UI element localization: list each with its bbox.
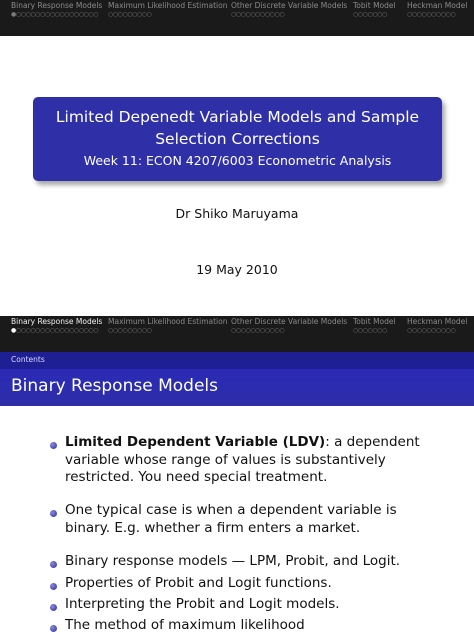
list-item: Limited Dependent Variable (LDV): a dependent variable whose range of values is substantively restricted. You need special treatment. — [65, 434, 420, 485]
nav-section-tobit-model[interactable]: Tobit Model — [353, 1, 396, 10]
nav-dots-binary-response-models[interactable]: ●○○○○○○○○○○○○○○○○○ — [11, 11, 99, 18]
list-item: The method of maximum likelihood — [65, 617, 305, 632]
nav-dots-heckman-model[interactable]: ○○○○○○○○○○ — [407, 327, 456, 334]
bullet-icon — [50, 510, 57, 517]
context-label[interactable]: Contents — [11, 355, 45, 364]
nav-dots-maximum-likelihood[interactable]: ○○○○○○○○○ — [108, 327, 152, 334]
binary-response-models-slide — [0, 316, 474, 632]
section-navigation-bar — [0, 0, 474, 36]
author-name: Dr Shiko Maruyama — [175, 206, 299, 221]
nav-dots-heckman-model[interactable]: ○○○○○○○○○○ — [407, 11, 456, 18]
bullet-icon — [50, 442, 57, 449]
list-item: Binary response models — LPM, Probit, and Logit. — [65, 553, 401, 569]
section-navigation-bar — [0, 316, 474, 352]
bullet-icon — [50, 625, 57, 632]
nav-section-binary-response-models[interactable]: Binary Response Models — [11, 1, 103, 10]
frame-title-bar — [0, 369, 474, 406]
frame-title: Binary Response Models — [11, 376, 218, 396]
nav-section-maximum-likelihood[interactable]: Maximum Likelihood Estimation — [108, 317, 228, 326]
nav-dots-maximum-likelihood[interactable]: ○○○○○○○○○ — [108, 11, 152, 18]
title-block — [33, 97, 442, 181]
nav-dots-other-discrete-models[interactable]: ○○○○○○○○○○○ — [231, 327, 285, 334]
current-frame-dot[interactable]: ● — [11, 327, 16, 334]
nav-section-maximum-likelihood[interactable]: Maximum Likelihood Estimation — [108, 1, 228, 10]
nav-dots-tobit-model[interactable]: ○○○○○○○ — [353, 327, 387, 334]
nav-section-other-discrete-models[interactable]: Other Discrete Variable Models — [231, 317, 348, 326]
nav-section-other-discrete-models[interactable]: Other Discrete Variable Models — [231, 1, 348, 10]
list-item: One typical case is when a dependent variable is binary. E.g. whether a firm enters a market. — [65, 502, 397, 536]
nav-section-binary-response-models[interactable]: Binary Response Models — [11, 317, 103, 326]
nav-dots-binary-response-models[interactable]: ●○○○○○○○○○○○○○○○○○ — [11, 327, 99, 334]
bullet-icon — [50, 561, 57, 568]
bullet-icon — [50, 583, 57, 590]
list-item: Interpreting the Probit and Logit models. — [65, 596, 340, 612]
context-bar — [0, 352, 474, 369]
presentation-subtitle: Week 11: ECON 4207/6003 Econometric Analysis — [83, 153, 392, 168]
bullet-icon — [50, 604, 57, 611]
list-item: Properties of Probit and Logit functions. — [65, 575, 332, 591]
nav-section-tobit-model[interactable]: Tobit Model — [353, 317, 396, 326]
nav-dots-other-discrete-models[interactable]: ○○○○○○○○○○○ — [231, 11, 285, 18]
nav-section-heckman-model[interactable]: Heckman Model — [407, 1, 468, 10]
presentation-date: 19 May 2010 — [196, 262, 278, 277]
nav-section-heckman-model[interactable]: Heckman Model — [407, 317, 468, 326]
nav-dots-tobit-model[interactable]: ○○○○○○○ — [353, 11, 387, 18]
presentation-title: Limited Depenedt Variable Models and Sample Selection Corrections — [55, 108, 420, 148]
